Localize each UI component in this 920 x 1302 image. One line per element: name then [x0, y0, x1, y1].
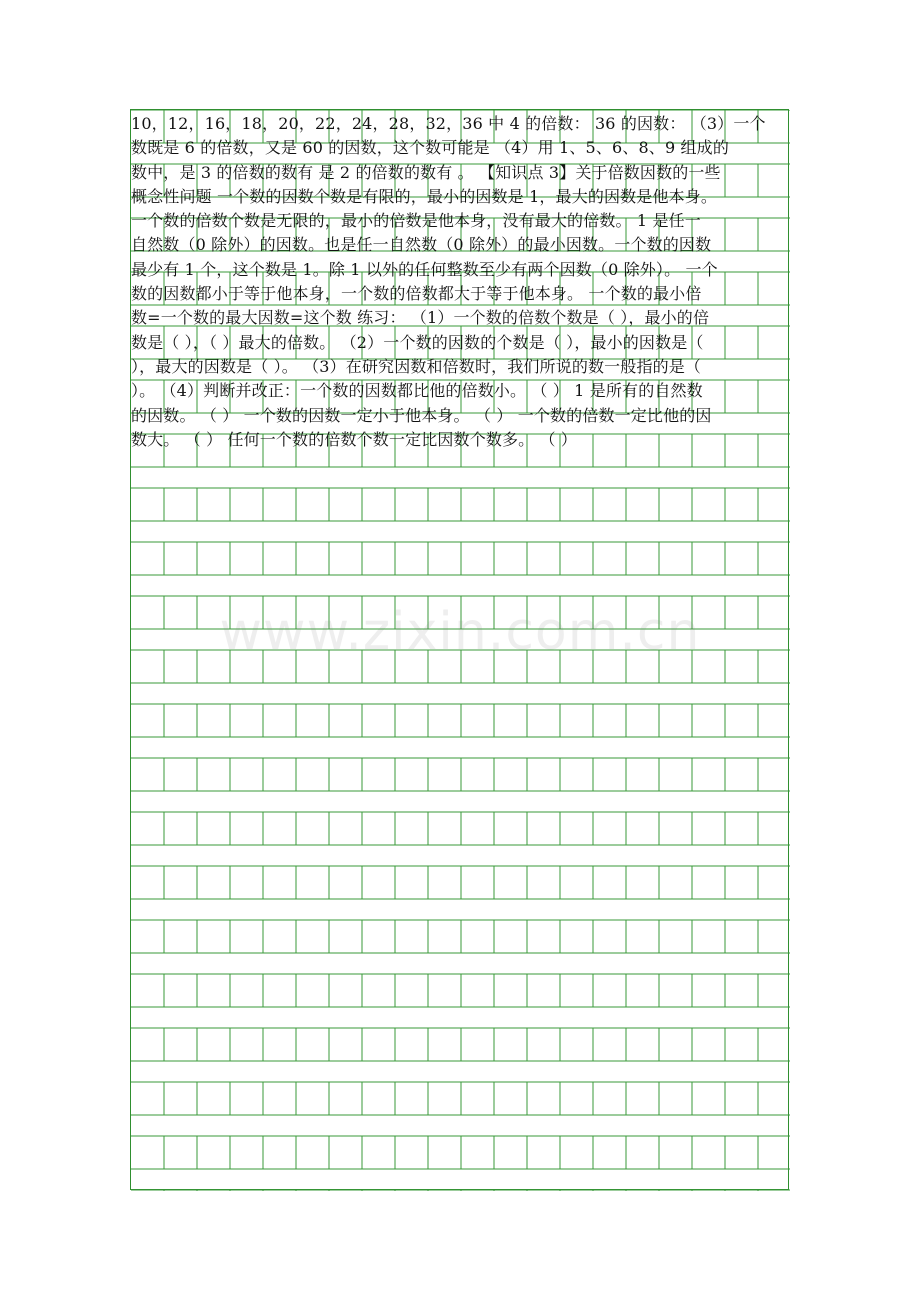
text-line-3: 数中，是 3 的倍数的数有 是 2 的倍数的数有 。 【知识点 3】关于倍数因数的一些: [131, 162, 721, 182]
text-line-12: ）。 （4）判断并改正：一个数的因数都比他的倍数小。 （ ） 1 是所有的自然数: [131, 381, 703, 401]
text-line-14: 数大。 （ ） 任何一个数的倍数个数一定比因数个数多。 （ ）: [131, 429, 578, 449]
text-line-11: ），最大的因数是（ ）。 （3）在研究因数和倍数时，我们所说的数一般指的是（: [131, 356, 702, 376]
text-line-2: 数既是 6 的倍数，又是 60 的因数，这个数可能是 （4）用 1、5、6、8、9 组成的: [131, 138, 729, 158]
text-line-1: 10，12，16，18，20，22，24，28，32，36 中 4 的倍数： 36 的因数： （3）一个: [131, 114, 766, 133]
text-line-4: 概念性问题 一个数的因数个数是有限的，最小的因数是 1，最大的因数是他本身。: [131, 186, 718, 206]
text-line-13: 的因数。 （ ） 一个数的因数一定小于他本身。 （ ） 一个数的倍数一定比他的因: [131, 405, 712, 425]
watermark: www.zixin.com.cn: [219, 602, 701, 662]
text-line-7: 最少有 1 个，这个数是 1。除 1 以外的任何整数至少有两个因数（0 除外）。 一个: [131, 259, 718, 279]
text-line-10: 数是（ ），（ ）最大的倍数。 （2）一个数的因数的个数是（ ），最小的因数是（: [131, 332, 704, 352]
document-text: [131, 112, 801, 452]
text-line-6: 自然数（0 除外）的因数。也是任一自然数（0 除外）的最小因数。一个数的因数: [131, 235, 712, 255]
text-line-9: 数=一个数的最大因数=这个数 练习： （1）一个数的倍数个数是（ ），最小的倍: [131, 308, 710, 328]
text-line-8: 数的因数都小于等于他本身，一个数的倍数都大于等于他本身。 一个数的最小倍: [131, 284, 702, 304]
text-line-5: 一个数的倍数个数是无限的，最小的倍数是他本身，没有最大的倍数。 1 是任一: [131, 211, 701, 231]
